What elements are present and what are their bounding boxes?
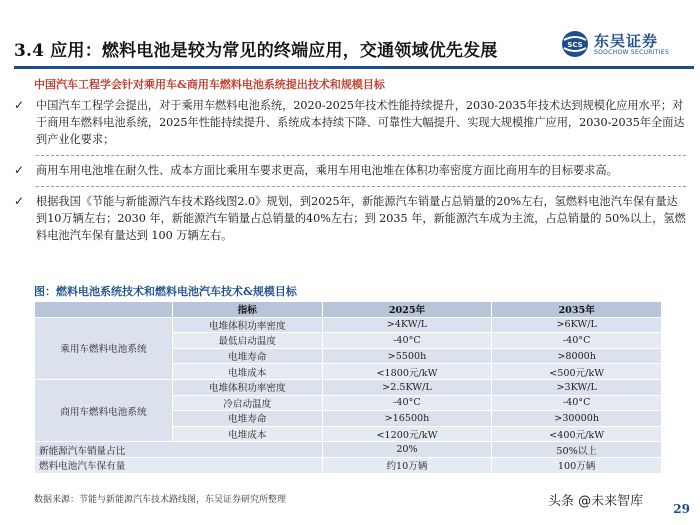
slide-header bbox=[0, 0, 700, 66]
checkmark-icon: ✓ bbox=[14, 194, 25, 208]
metric-cell: 电堆寿命 bbox=[172, 348, 322, 364]
value-2025-cell: <1800元/kW bbox=[322, 364, 492, 380]
table-header-cell bbox=[35, 302, 173, 318]
logo-mark-icon bbox=[560, 30, 590, 58]
metric-cell: 电堆体积功率密度 bbox=[172, 379, 322, 395]
data-source-note: 数据来源：节能与新能源汽车技术路线图，东吴证券研究所整理 bbox=[34, 495, 287, 505]
value-2035-cell: -40°C bbox=[492, 395, 662, 411]
bullet-list bbox=[14, 97, 686, 251]
table-row bbox=[35, 379, 662, 395]
metric-cell: 冷启动温度 bbox=[172, 395, 322, 411]
group-label: 商用车燃料电池系统 bbox=[35, 379, 173, 441]
checkmark-icon: ✓ bbox=[14, 98, 25, 112]
value-2025-cell: -40°C bbox=[322, 333, 492, 349]
group-label: 乘用车燃料电池系统 bbox=[35, 317, 173, 379]
metric-cell: 电堆体积功率密度 bbox=[172, 317, 322, 333]
brand-logo bbox=[560, 30, 688, 60]
value-2025-cell: >5500h bbox=[322, 348, 492, 364]
table-header-row bbox=[35, 302, 662, 318]
bullet-text: 中国汽车工程学会提出，对于乘用车燃料电池系统，2020-2025年技术性能持续提升，2030-2035年技术达到规模化应用水平；对于商用车燃料电池系统，2025年性能持续提升、系统成本持续下降、可靠性大幅提升、实现大规模推广应用，2030-2035年全面达到产业化要求； bbox=[36, 99, 685, 146]
metric-cell: 电堆成本 bbox=[172, 364, 322, 380]
value-2035-cell: <400元/kW bbox=[492, 426, 662, 442]
table-header-cell: 2035年 bbox=[492, 302, 662, 318]
value-2025-cell: 20% bbox=[322, 442, 492, 458]
bullet-divider bbox=[36, 186, 686, 187]
bullet-text: 根据我国《节能与新能源汽车技术路线图2.0》规划，到2025年，新能源汽车销量占总销量的20%左右，氢燃料电池汽车保有量达到10万辆左右；2030 年，新能源汽车销量占总销量的40%左右；到 2035 年，新能源汽车成为主流，占总销量的 50%以上，氢燃料电池汽车保有量达到 100 万辆左右。 bbox=[36, 195, 686, 242]
metric-cell: 电堆寿命 bbox=[172, 411, 322, 427]
bullet-item bbox=[14, 193, 686, 244]
value-2025-cell: >2.5KW/L bbox=[322, 379, 492, 395]
value-2035-cell: >6KW/L bbox=[492, 317, 662, 333]
section-subtitle: 中国汽车工程学会针对乘用车&商用车燃料电池系统提出技术和规模目标 bbox=[34, 78, 385, 91]
value-2035-cell: 100万辆 bbox=[492, 457, 662, 473]
header-rule bbox=[14, 66, 694, 69]
page-number: 29 bbox=[673, 502, 690, 516]
logo-name: 东吴证券 bbox=[594, 32, 659, 50]
value-2035-cell: >3KW/L bbox=[492, 379, 662, 395]
metric-cell: 最低启动温度 bbox=[172, 333, 322, 349]
value-2035-cell: >30000h bbox=[492, 411, 662, 427]
value-2025-cell: 约10万辆 bbox=[322, 457, 492, 473]
target-table bbox=[34, 301, 662, 474]
metric-cell: 新能源汽车销量占比 bbox=[35, 442, 323, 458]
value-2025-cell: -40°C bbox=[322, 395, 492, 411]
logo-subtitle: SOOCHOW SECURITIES bbox=[594, 49, 670, 56]
table-row bbox=[35, 317, 662, 333]
bullet-item bbox=[14, 162, 686, 179]
slide-title: 3.4 应用：燃料电池是较为常见的终端应用，交通领域优先发展 bbox=[14, 41, 498, 61]
table-header-cell: 2025年 bbox=[322, 302, 492, 318]
bullet-item bbox=[14, 97, 686, 148]
table-header-cell: 指标 bbox=[172, 302, 322, 318]
watermark-text: 头条 @未来智库 bbox=[548, 494, 644, 509]
value-2025-cell: >4KW/L bbox=[322, 317, 492, 333]
value-2035-cell: -40°C bbox=[492, 333, 662, 349]
logo-mark-text: SCS bbox=[567, 41, 583, 49]
metric-cell: 电堆成本 bbox=[172, 426, 322, 442]
value-2035-cell: <500元/kW bbox=[492, 364, 662, 380]
metric-cell: 燃料电池汽车保有量 bbox=[35, 457, 323, 473]
table-row bbox=[35, 457, 662, 473]
checkmark-icon: ✓ bbox=[14, 163, 25, 177]
value-2035-cell: 50%以上 bbox=[492, 442, 662, 458]
value-2025-cell: <1200元/kW bbox=[322, 426, 492, 442]
table-title: 图：燃料电池系统技术和燃料电池汽车技术&规模目标 bbox=[34, 285, 297, 298]
value-2025-cell: >16500h bbox=[322, 411, 492, 427]
bullet-text: 商用车用电池堆在耐久性、成本方面比乘用车要求更高，乘用车用电池堆在体积功率密度方面比商用车的目标要求高。 bbox=[36, 164, 618, 177]
value-2035-cell: >8000h bbox=[492, 348, 662, 364]
table-row bbox=[35, 442, 662, 458]
bullet-divider bbox=[36, 155, 686, 156]
